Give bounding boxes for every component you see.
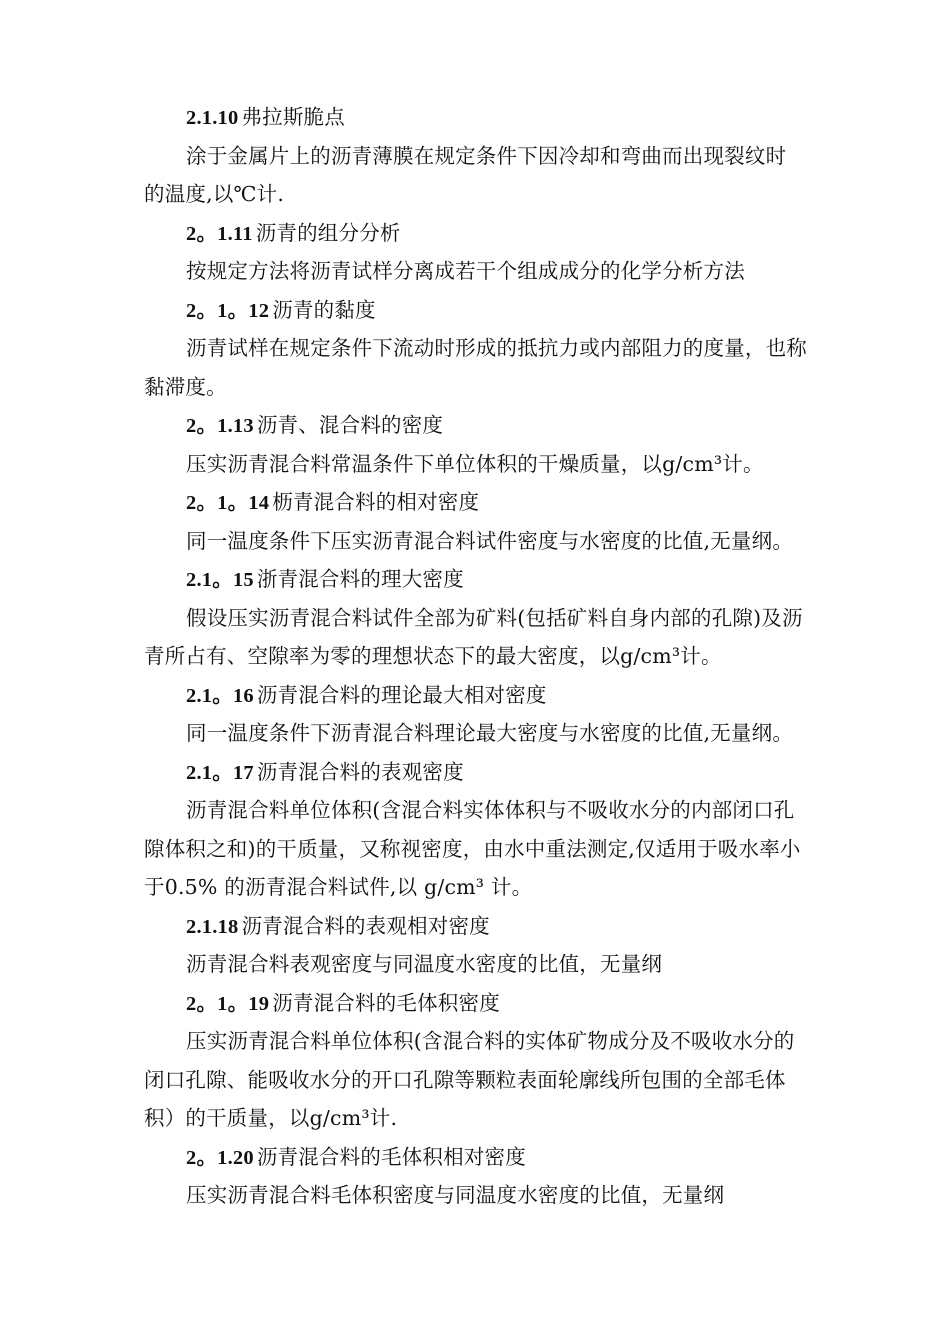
section-title: 沥青的黏度 bbox=[272, 297, 376, 322]
section-heading bbox=[144, 483, 864, 522]
definition-text-line: 压实沥青混合料常温条件下单位体积的干燥质量，以g/cm³计。 bbox=[186, 451, 764, 476]
definition-text-line: 压实沥青混合料毛体积密度与同温度水密度的比值，无量纲 bbox=[186, 1183, 725, 1207]
definition-text-line: 青所占有、空隙率为零的理想状态下的最大密度，以g/cm³计。 bbox=[144, 644, 722, 668]
section-number: 2.1.10 bbox=[186, 107, 239, 129]
definition-text-line: 涂于金属片上的沥青薄膜在规定条件下因冷却和弯曲而出现裂纹时 bbox=[186, 143, 787, 168]
definition-text-line: 的温度,以℃计. bbox=[144, 182, 285, 206]
definition-text-line: 同一温度条件下沥青混合料理论最大密度与水密度的比值,无量纲。 bbox=[186, 721, 794, 745]
definition-text-line: 沥青试样在规定条件下流动时形成的抵抗力或内部阻力的度量，也称 bbox=[186, 336, 807, 360]
section-heading bbox=[144, 98, 864, 137]
section-number: 2.1。17 bbox=[186, 761, 254, 784]
definition-text-line: 同一温度条件下压实沥青混合料试件密度与水密度的比值,无量纲。 bbox=[186, 528, 794, 553]
definition-text-line: 黏滞度。 bbox=[144, 374, 227, 399]
section-title: 沥青混合料的理论最大相对密度 bbox=[256, 682, 547, 707]
section-heading bbox=[144, 1138, 864, 1177]
section-title: 弗拉斯脆点 bbox=[241, 105, 345, 129]
section-heading bbox=[144, 560, 864, 599]
section-heading bbox=[144, 753, 864, 792]
section-title: 沥青混合料的表观相对密度 bbox=[241, 913, 490, 938]
section-heading bbox=[144, 291, 864, 330]
section-number: 2。1.20 bbox=[186, 1146, 254, 1169]
section-number: 2。1。12 bbox=[186, 299, 270, 322]
definition-text-line: 沥青混合料表观密度与同温度水密度的比值，无量纲 bbox=[186, 952, 663, 976]
definition-text-line: 假设压实沥青混合料试件全部为矿料(包括矿料自身内部的孔隙)及沥 bbox=[186, 605, 803, 630]
section-number: 2。1.11 bbox=[186, 222, 253, 245]
section-title: 枥青混合料的相对密度 bbox=[272, 490, 480, 514]
section-title: 沥青混合料的毛体积相对密度 bbox=[256, 1144, 526, 1169]
definition-text-line: 按规定方法将沥青试样分离成若干个组成成分的化学分析方法 bbox=[186, 259, 745, 283]
section-number: 2.1。16 bbox=[186, 684, 254, 707]
section-number: 2。1.13 bbox=[186, 415, 254, 437]
section-title: 沥青混合料的表观密度 bbox=[256, 759, 464, 784]
definition-text-line: 沥青混合料单位体积(含混合料实体体积与不吸收水分的内部闭口孔 bbox=[186, 798, 795, 822]
section-title: 浙青混合料的理大密度 bbox=[256, 567, 464, 591]
section-number: 2.1.18 bbox=[186, 915, 239, 938]
section-heading bbox=[144, 907, 864, 946]
section-number: 2。1。19 bbox=[186, 992, 270, 1015]
definition-text-line: 隙体积之和)的干质量，又称视密度，由水中重法测定,仅适用于吸水率小 bbox=[144, 836, 801, 861]
section-number: 2.1。15 bbox=[186, 569, 254, 591]
section-heading bbox=[144, 984, 864, 1023]
section-heading bbox=[144, 676, 864, 715]
section-number: 2。1。14 bbox=[186, 492, 270, 514]
definition-text-line: 于0.5% 的沥青混合料试件,以 g/cm³ 计。 bbox=[144, 875, 533, 899]
section-title: 沥青的组分分析 bbox=[255, 220, 401, 245]
document-body bbox=[144, 98, 864, 1215]
definition-text-line: 积）的干质量，以g/cm³计. bbox=[144, 1106, 398, 1130]
section-heading bbox=[144, 214, 864, 253]
section-title: 沥青混合料的毛体积密度 bbox=[272, 990, 500, 1015]
section-heading bbox=[144, 406, 864, 445]
definition-text-line: 压实沥青混合料单位体积(含混合料的实体矿物成分及不吸收水分的 bbox=[186, 1029, 795, 1053]
definition-text-line: 闭口孔隙、能吸收水分的开口孔隙等颗粒表面轮廓线所包围的全部毛体 bbox=[144, 1067, 786, 1092]
section-title: 沥青、混合料的密度 bbox=[256, 413, 444, 437]
